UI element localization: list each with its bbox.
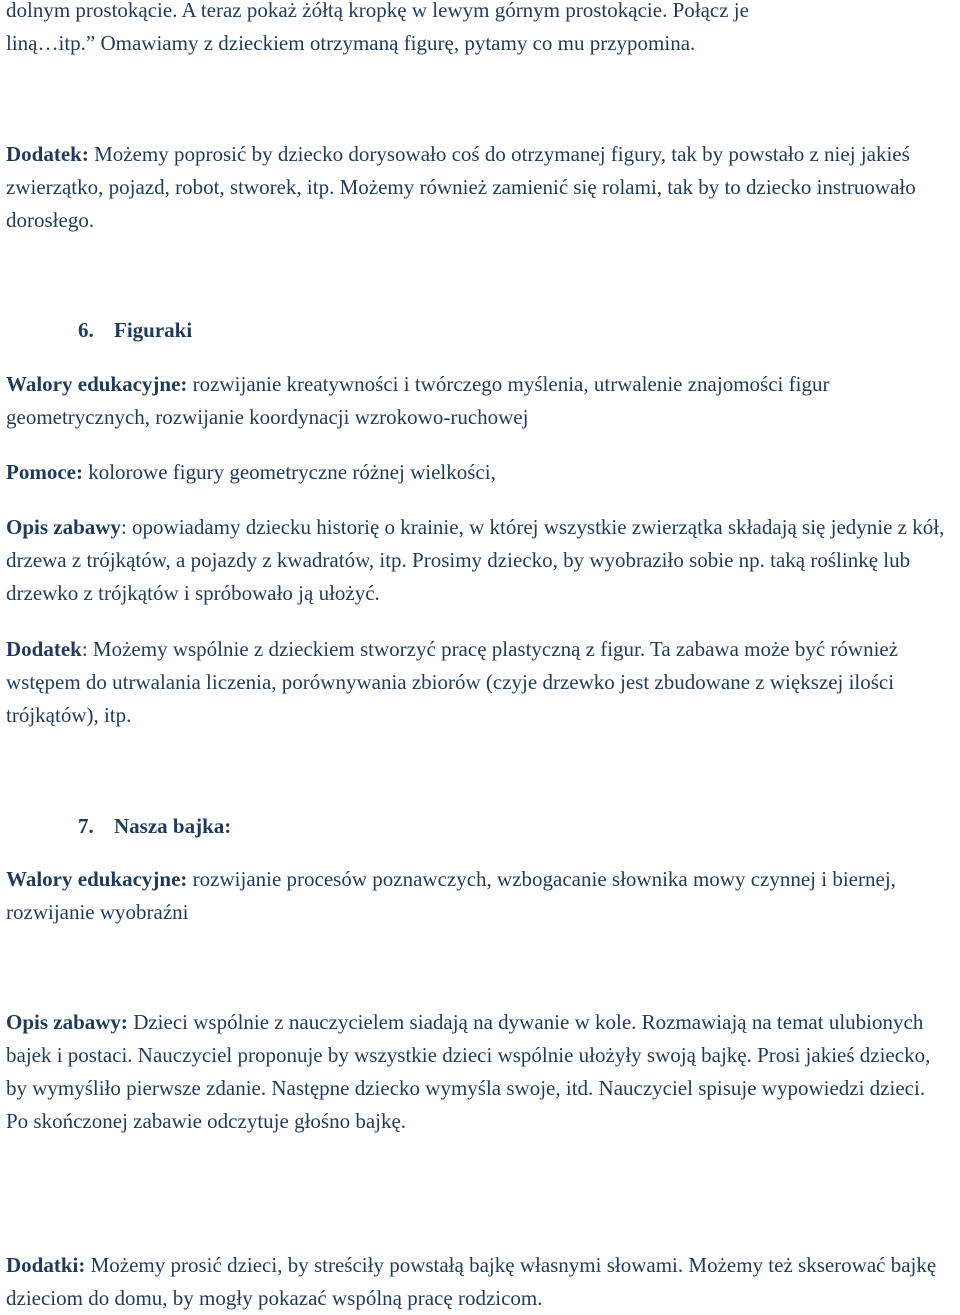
walory-7-text: rozwijanie procesów poznawczych, wzbogacanie słownika mowy czynnej i biernej, rozwijanie wyobraźni [6, 867, 896, 924]
section-6-walory [6, 368, 952, 434]
pomoce-label: Pomoce: [6, 460, 83, 484]
opis-7-label: Opis zabawy: [6, 1010, 128, 1034]
section-6-opis [6, 511, 952, 610]
section-6-number: 6. [78, 318, 94, 342]
dodatek-paragraph [6, 138, 952, 237]
intro-line-2: liną…itp.” Omawiamy z dzieckiem otrzymaną figurę, pytamy co mu przypomina. [6, 31, 696, 55]
dodatki-label: Dodatki: [6, 1253, 86, 1277]
intro-line-1: dolnym prostokącie. A teraz pokaż żółtą kropkę w lewym górnym prostokącie. Połącz je [6, 0, 749, 22]
dodatek-6-text: : Możemy wspólnie z dzieckiem stworzyć pracę plastyczną z figur. Ta zabawa może być również wstępem do utrwalania liczenia, porównywania zbiorów (czyje drzewko jest zbudowane z większej ilości trójkątów), itp. [6, 637, 899, 727]
intro-paragraph [6, 0, 952, 60]
section-6-dodatek [6, 633, 952, 732]
section-7-dodatki [6, 1249, 952, 1315]
section-6-heading [78, 314, 952, 347]
walory-text: rozwijanie kreatywności i twórczego myślenia, utrwalenie znajomości figur geometrycznych, rozwijanie koordynacji wzrokowo-ruchowej [6, 372, 830, 429]
walory-7-label: Walory edukacyjne: [6, 867, 188, 891]
section-7-number: 7. [78, 814, 94, 838]
walory-label: Walory edukacyjne: [6, 372, 188, 396]
pomoce-text: kolorowe figury geometryczne różnej wielkości, [82, 460, 496, 484]
opis-label: Opis zabawy [6, 515, 121, 539]
section-6-pomoce [6, 456, 952, 489]
opis-text: : opowiadamy dziecku historię o krainie, w której wszystkie zwierzątka składają się jedynie z kół, drzewa z trójkątów, a pojazdy z kwadratów, itp. Prosimy dziecko, by wyobraziło sobie np. taką roślinkę lub drzewko z trójkątów i spróbowało ją ułożyć. [6, 515, 945, 605]
dodatek-text: Możemy poprosić by dziecko dorysowało coś do otrzymanej figury, tak by powstało z niej jakieś zwierzątko, pojazd, robot, stworek, itp. Możemy również zamienić się rolami, tak by to dziecko instruowało dorosłego. [6, 142, 916, 232]
section-7-title: Nasza bajka: [114, 814, 232, 838]
dodatki-text: Możemy prosić dzieci, by streściły powstałą bajkę własnymi słowami. Możemy też skserować bajkę dzieciom do domu, by mogły pokazać wspólną pracę rodzicom. [6, 1253, 937, 1310]
section-7-heading [78, 810, 952, 843]
dodatek-label: Dodatek: [6, 142, 89, 166]
opis-7-text: Dzieci wspólnie z nauczycielem siadają na dywanie w kole. Rozmawiają na temat ulubionych bajek i postaci. Nauczyciel proponuje by wszystkie dzieci wspólnie ułożyły swoją bajkę. Prosi jakieś dziecko, by wymyśliło pierwsze zdanie. Następne dziecko wymyśla swoje, itd. Nauczyciel spisuje wypowiedzi dzieci. Po skończonej zabawie odczytuje głośno bajkę. [6, 1010, 931, 1133]
section-6-title: Figuraki [114, 318, 193, 342]
dodatek-6-label: Dodatek [6, 637, 82, 661]
section-7-walory [6, 863, 952, 929]
section-7-opis [6, 1006, 952, 1138]
